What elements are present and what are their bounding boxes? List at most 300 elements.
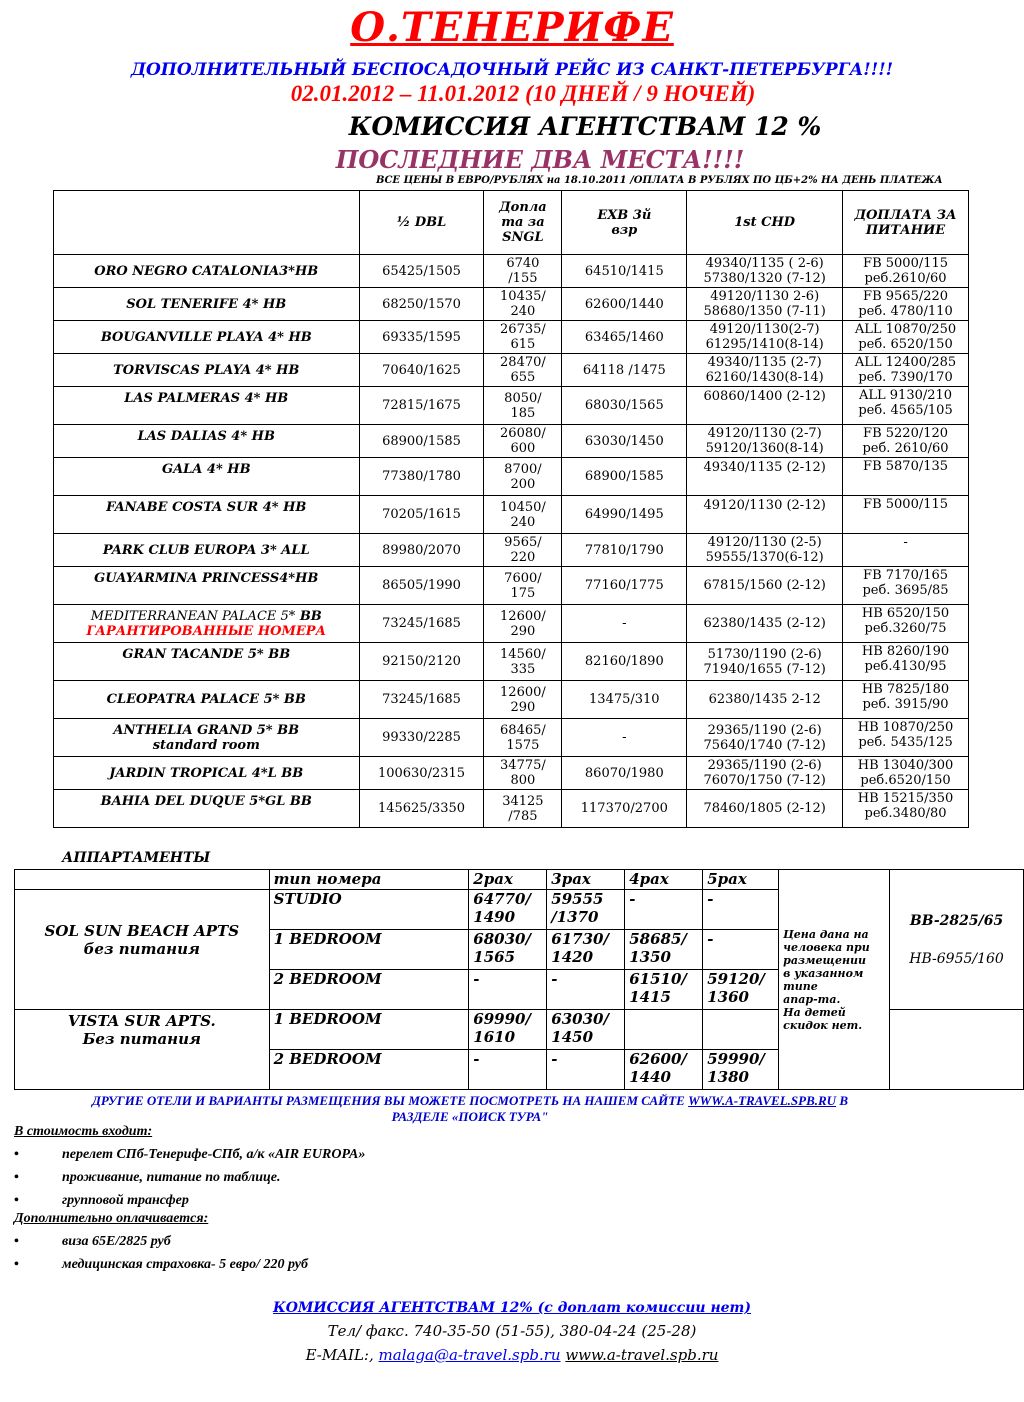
column-header-sngl: Допла та за SNGL: [484, 191, 562, 255]
apartment-price-p2: [469, 890, 547, 930]
footer-commission: [0, 1300, 1024, 1316]
child-price-cell: [687, 605, 843, 643]
apartment-hotel-board: Без питания: [82, 1030, 201, 1048]
meal-supplement-cell-line: ALL 12400/285: [854, 355, 957, 370]
dbl-price-cell: 100630/2315: [359, 757, 484, 790]
apartment-hotel-name: VISTA SUR APTS.: [67, 1012, 216, 1030]
dbl-price-cell: 89980/2070: [359, 534, 484, 567]
child-price-cell-line: 58680/1350 (7-11): [703, 304, 826, 319]
hotel-name-cell: [54, 496, 360, 534]
meal-supplement-cell: [843, 288, 969, 321]
hotel-name-cell: [54, 321, 360, 354]
apartment-price-line: 1360: [707, 988, 749, 1006]
sngl-supplement-cell-line: 185: [510, 405, 536, 421]
extra-heading: Дополнительно оплачивается:: [14, 1211, 209, 1226]
included-item: [14, 1147, 365, 1163]
apartments-column-header: 2pax: [469, 870, 547, 890]
child-price-cell-line: 49120/1130(2-7): [709, 322, 820, 337]
meal-supplement-cell: [843, 719, 969, 757]
meal-supplement-cell-line: реб. 3695/85: [862, 583, 949, 598]
more-hotels-line2: РАЗДЕЛЕ «ПОИСК ТУРА": [391, 1109, 549, 1124]
child-price-cell-line: 49340/1135 (2-7): [707, 355, 822, 370]
hotel-name: GALA 4* HB: [161, 462, 251, 477]
extra-item-text: виза 65Е/2825 руб: [62, 1234, 171, 1249]
meal-supplement-cell-line: реб.3480/80: [864, 806, 947, 821]
hotel-name: BAHIA DEL DUQUE 5*GL BB: [100, 794, 312, 809]
meal-supplement-cell-line: FB 9565/220: [863, 289, 949, 304]
sngl-supplement-cell-line: 34125: [502, 793, 544, 809]
child-price-cell: [687, 681, 843, 719]
child-price-cell: [687, 255, 843, 288]
sngl-supplement-cell: [484, 643, 562, 681]
agency-commission: КОМИССИЯ АГЕНТСТВАМ 12 %: [348, 112, 822, 141]
child-price-cell-line: 62380/1435 (2-12): [703, 616, 826, 631]
hotel-name-cell: [54, 387, 360, 425]
exb-price-cell: 64510/1415: [562, 255, 687, 288]
apartment-price-p3: [547, 1050, 625, 1090]
hotel-name: JARDIN TROPICAL 4*L BB: [109, 765, 304, 781]
hotel-name-cell: [54, 605, 360, 643]
apartment-price-line: -: [473, 970, 480, 988]
child-price-cell-line: 57380/1320 (7-12): [703, 271, 826, 286]
apartment-price-p4: [625, 1050, 703, 1090]
meal-supplement-cell-line: реб. 4565/105: [858, 403, 953, 418]
sngl-supplement-cell-line: 12600/: [500, 684, 546, 700]
meal-supplement-cell-line: реб.4130/95: [864, 659, 947, 674]
included-heading: В стоимость входит:: [14, 1124, 153, 1139]
meal-supplement-cell-line: реб. 3915/90: [862, 697, 949, 712]
dbl-price-cell: 72815/1675: [359, 387, 484, 425]
apartment-price-line: 1350: [629, 948, 671, 966]
child-price-cell: [687, 643, 843, 681]
apartment-hotel-cell: [15, 890, 270, 1010]
meal-supplement-cell-line: FB 5870/135: [863, 459, 949, 474]
table-row: [54, 387, 969, 425]
apartments-price-info-line: человека при: [783, 940, 870, 954]
child-price-cell-line: 67815/1560 (2-12): [703, 578, 826, 593]
apartments-meal-empty: [890, 1010, 1024, 1090]
meal-supplement-cell-line: FB 5000/115: [863, 497, 949, 512]
bullet-icon: •: [14, 1193, 19, 1208]
tour-dates: 02.01.2012 – 11.01.2012 (10 ДНЕЙ / 9 НОЧЕЙ): [290, 81, 756, 106]
hotel-name: LAS DALIAS 4* HB: [137, 429, 275, 444]
sngl-supplement-cell-line: 800: [510, 773, 536, 788]
exb-price-cell: 77810/1790: [562, 534, 687, 567]
sngl-supplement-cell: [484, 255, 562, 288]
sngl-supplement-cell: [484, 790, 562, 828]
hotel-name: ORO NEGRO CATALONIA3*HB: [94, 263, 319, 279]
sngl-supplement-cell: [484, 354, 562, 387]
apartment-price-line: 64770/: [473, 890, 531, 908]
meal-supplement-cell-line: HB 10870/250: [857, 720, 954, 735]
apartments-price-info: [779, 870, 890, 1090]
table-row: [54, 321, 969, 354]
apartment-price-p5: [703, 890, 779, 930]
hotel-board: BB: [299, 609, 322, 624]
apartments-column-header: [15, 870, 270, 890]
sngl-supplement-cell-line: 14560/: [500, 646, 546, 662]
apartment-price-line: 61730/: [551, 930, 609, 948]
apartments-header-row: [15, 870, 1024, 890]
sngl-supplement-cell-line: 26080/: [500, 426, 546, 441]
table-row: [54, 354, 969, 387]
sngl-supplement-cell-line: 34775/: [500, 758, 546, 773]
dbl-price-cell: 145625/3350: [359, 790, 484, 828]
meal-supplement-cell: [843, 425, 969, 458]
apartment-price-p2: [469, 970, 547, 1010]
hotel-name-cell: [54, 458, 360, 496]
hotel-name: MEDITERRANEAN PALACE 5*: [90, 609, 296, 624]
child-price-cell: [687, 288, 843, 321]
included-item: [14, 1193, 189, 1209]
sngl-supplement-cell: [484, 496, 562, 534]
table-header-row: [54, 191, 969, 255]
exb-price-cell: 77160/1775: [562, 567, 687, 605]
meal-supplement-cell-line: реб. 2610/60: [862, 441, 949, 456]
apartment-price-line: 61510/: [629, 970, 687, 988]
bullet-icon: •: [14, 1147, 19, 1162]
child-price-cell-line: 49120/1130 2-6): [710, 289, 820, 304]
child-price-cell-line: 49120/1130 (2-5): [707, 535, 822, 550]
sngl-supplement-cell-line: 655: [510, 370, 536, 385]
child-price-cell-line: 51730/1190 (2-6): [707, 646, 822, 662]
table-row: [54, 288, 969, 321]
sngl-supplement-cell: [484, 387, 562, 425]
meal-supplement-cell-line: HB 8260/190: [861, 644, 950, 659]
sngl-supplement-cell-line: 240: [510, 304, 536, 319]
sngl-supplement-cell: [484, 425, 562, 458]
apartment-price-line: -: [473, 1050, 480, 1068]
meal-supplement-cell-line: реб. 6520/150: [858, 337, 953, 352]
hotel-name-cell: [54, 288, 360, 321]
dbl-price-cell: 68900/1585: [359, 425, 484, 458]
child-price-cell-line: 49120/1130 (2-12): [703, 498, 826, 513]
dbl-price-cell: 65425/1505: [359, 255, 484, 288]
hotel-name: GRAN TACANDE 5* BB: [122, 647, 291, 662]
child-price-cell-line: 59555/1370(6-12): [705, 550, 824, 565]
exb-price-cell: -: [562, 605, 687, 643]
extra-item: [14, 1257, 308, 1273]
hotel-name: FANABE COSTA SUR 4* HB: [106, 500, 307, 515]
footer-website-link[interactable]: www.a-travel.spb.ru: [565, 1346, 719, 1364]
dbl-price-cell: 68250/1570: [359, 288, 484, 321]
child-price-cell-line: 59120/1360(8-14): [705, 441, 824, 456]
meal-supplement-cell: [843, 605, 969, 643]
dbl-price-cell: 69335/1595: [359, 321, 484, 354]
dbl-price-cell: 86505/1990: [359, 567, 484, 605]
sngl-supplement-cell: [484, 321, 562, 354]
exb-price-cell: 13475/310: [562, 681, 687, 719]
room-type: 2 BEDROOM: [269, 970, 469, 1010]
column-header-meal: ДОПЛАТА ЗА ПИТАНИЕ: [843, 191, 969, 255]
sngl-supplement-cell-line: 175: [510, 585, 536, 601]
meal-supplement-cell: [843, 387, 969, 425]
exb-price-cell: 64118 /1475: [562, 354, 687, 387]
child-price-cell: [687, 790, 843, 828]
child-price-cell-line: 49120/1130 (2-7): [707, 426, 822, 441]
sngl-supplement-cell-line: 12600/: [500, 608, 546, 624]
apartment-price-line: 58685/: [629, 930, 687, 948]
sngl-supplement-cell-line: 8050/: [504, 390, 542, 406]
child-price-cell: [687, 719, 843, 757]
apartments-price-table: [14, 869, 1024, 1090]
apartment-price-line: 59555: [551, 890, 604, 908]
dbl-price-cell: 92150/2120: [359, 643, 484, 681]
hotel-name: LAS PALMERAS 4* HB: [124, 391, 289, 406]
exb-price-cell: 82160/1890: [562, 643, 687, 681]
column-header-dbl: ½ DBL: [359, 191, 484, 255]
sngl-supplement-cell-line: 1575: [506, 737, 540, 753]
apartment-price-line: 1565: [473, 948, 516, 966]
child-price-cell-line: 60860/1400 (2-12): [703, 389, 826, 404]
apartment-price-line: -: [707, 890, 714, 908]
meal-supplement-cell: [843, 534, 969, 567]
guaranteed-rooms-note: ГАРАНТИРОВАННЫЕ НОМЕРА: [86, 624, 327, 639]
hotel-name-cell: [54, 757, 360, 790]
child-price-cell: [687, 458, 843, 496]
apartment-price-line: 59120/: [707, 970, 765, 988]
included-item: [14, 1170, 281, 1186]
child-price-cell-line: 78460/1805 (2-12): [703, 801, 826, 816]
bullet-icon: •: [14, 1234, 19, 1249]
dbl-price-cell: 70205/1615: [359, 496, 484, 534]
sngl-supplement-cell-line: 8700/: [504, 461, 542, 477]
meal-bb-price: BB-2825/65: [909, 912, 1004, 929]
apartment-price-p4: [625, 930, 703, 970]
column-header-chd: 1st CHD: [687, 191, 843, 255]
child-price-cell-line: 61295/1410(8-14): [705, 337, 824, 352]
meal-supplement-cell: [843, 321, 969, 354]
apartment-price-p5: [703, 930, 779, 970]
hotels-price-table: [53, 190, 969, 828]
meal-supplement-cell: [843, 458, 969, 496]
apartment-hotel-name: SOL SUN BEACH APTS: [44, 921, 240, 940]
apartment-price-p2: [469, 1010, 547, 1050]
meal-supplement-cell-line: FB 5220/120: [863, 426, 949, 441]
apartment-price-p3: [547, 1010, 625, 1050]
child-price-cell: [687, 321, 843, 354]
hotel-name-cell: [54, 354, 360, 387]
apartment-price-line: -: [707, 930, 714, 948]
apartments-column-header: тип номера: [269, 870, 469, 890]
meal-supplement-cell-line: HB 15215/350: [857, 791, 954, 806]
meal-supplement-cell: [843, 255, 969, 288]
more-hotels-text-after: В: [836, 1093, 848, 1108]
apartment-price-line: 1610: [473, 1028, 516, 1046]
meal-supplement-cell-line: ALL 9130/210: [859, 388, 953, 403]
room-type: 1 BEDROOM: [269, 930, 469, 970]
sngl-supplement-cell: [484, 458, 562, 496]
hotel-name: SOL TENERIFE 4* HB: [126, 296, 287, 312]
apartment-price-p4: [625, 890, 703, 930]
meal-supplement-cell-line: -: [903, 535, 908, 550]
table-row: [54, 757, 969, 790]
apartment-price-p5: [703, 970, 779, 1010]
child-price-cell-line: 29365/1190 (2-6): [707, 758, 822, 773]
apartment-price-p5: [703, 1010, 779, 1050]
apartment-price-line: 1450: [551, 1028, 594, 1046]
sngl-supplement-cell-line: 240: [510, 514, 536, 530]
dbl-price-cell: 73245/1685: [359, 605, 484, 643]
hotel-name-cell: [54, 425, 360, 458]
meal-supplement-cell-line: FB 7170/165: [863, 568, 949, 583]
bullet-icon: •: [14, 1170, 19, 1185]
sngl-supplement-cell: [484, 719, 562, 757]
meal-hb-price: HB-6955/160: [909, 950, 1004, 967]
hotel-name-cell: [54, 719, 360, 757]
table-row: [54, 255, 969, 288]
room-type: 1 BEDROOM: [269, 1010, 469, 1050]
hotel-name-cell: [54, 534, 360, 567]
sngl-supplement-cell-line: 26735/: [500, 322, 546, 337]
hotel-room-type: standard room: [152, 738, 260, 753]
apartments-price-info-line: Цена дана на: [783, 927, 869, 941]
hotel-name: TORVISCAS PLAYA 4* HB: [113, 362, 300, 378]
exb-price-cell: 63030/1450: [562, 425, 687, 458]
child-price-cell-line: 49340/1135 (2-12): [703, 460, 826, 475]
hotel-name: PARK CLUB EUROPA 3* ALL: [102, 542, 310, 558]
meal-supplement-cell: [843, 354, 969, 387]
apartment-price-line: 69990/: [473, 1010, 531, 1028]
apartment-price-line: -: [629, 890, 636, 908]
sngl-supplement-cell-line: 220: [510, 550, 536, 565]
meal-supplement-cell: [843, 643, 969, 681]
meal-supplement-cell-line: ALL 10870/250: [854, 322, 957, 337]
apartment-price-line: 62600/: [629, 1050, 687, 1068]
child-price-cell-line: 62380/1435 2-12: [708, 692, 821, 707]
more-hotels-text: ДРУГИЕ ОТЕЛИ И ВАРИАНТЫ РАЗМЕЩЕНИЯ ВЫ МОЖЕТЕ ПОСМОТРЕТЬ НА НАШЕМ САЙТЕ: [91, 1093, 689, 1108]
child-price-cell: [687, 387, 843, 425]
email-link[interactable]: malaga@a-travel.spb.ru: [378, 1346, 561, 1364]
apartment-price-line: -: [551, 1050, 558, 1068]
sngl-supplement-cell-line: 68465/: [500, 722, 546, 738]
sngl-supplement-cell: [484, 605, 562, 643]
column-header-exb: EXB 3й взр: [562, 191, 687, 255]
table-row: [54, 425, 969, 458]
apartment-price-line: 68030/: [473, 930, 531, 948]
bullet-icon: •: [14, 1257, 19, 1272]
dbl-price-cell: 77380/1780: [359, 458, 484, 496]
meal-supplement-cell-line: реб. 5435/125: [858, 735, 953, 750]
hotel-name: CLEOPATRA PALACE 5* BB: [106, 692, 306, 707]
page-title: О.ТЕНЕРИФЕ: [350, 4, 674, 51]
commission-link[interactable]: КОМИССИЯ АГЕНТСТВАМ 12% (с доплат комиссии нет): [272, 1300, 751, 1316]
table-row: [54, 605, 969, 643]
sngl-supplement-cell-line: 290: [510, 623, 536, 639]
sngl-supplement-cell-line: /785: [508, 808, 538, 824]
exb-price-cell: -: [562, 719, 687, 757]
apartment-price-line: 1380: [707, 1068, 749, 1086]
apartment-price-p3: [547, 930, 625, 970]
child-price-cell-line: 29365/1190 (2-6): [707, 722, 822, 738]
meal-supplement-cell: [843, 681, 969, 719]
apartments-price-info-line: размещении: [783, 953, 866, 967]
apartment-price-p4: [625, 970, 703, 1010]
included-item-text: перелет СПб-Тенерифе-СПб, а/к «AIR EUROPA»: [62, 1147, 366, 1162]
child-price-cell: [687, 757, 843, 790]
footer-contacts: [0, 1346, 1024, 1364]
sngl-supplement-cell: [484, 534, 562, 567]
table-row: [54, 643, 969, 681]
sngl-supplement-cell-line: 6740: [506, 256, 540, 271]
page-title-block: [0, 4, 1024, 51]
exb-price-cell: 86070/1980: [562, 757, 687, 790]
apartments-column-header: 5pax: [703, 870, 779, 890]
meal-supplement-cell-line: HB 13040/300: [857, 758, 954, 773]
meal-supplement-cell-line: реб. 4780/110: [858, 304, 953, 319]
sngl-supplement-cell-line: 200: [510, 476, 536, 492]
sngl-supplement-cell-line: 10450/: [500, 499, 546, 515]
footer-phones: Тел/ факс. 740-35-50 (51-55), 380-04-24 (25-28): [327, 1322, 697, 1340]
apartments-price-info-line: в указанном: [783, 966, 864, 980]
sngl-supplement-cell: [484, 288, 562, 321]
child-price-cell: [687, 354, 843, 387]
apartment-price-p3: [547, 890, 625, 930]
meal-supplement-cell-line: реб. 7390/170: [858, 370, 953, 385]
apartment-price-p2: [469, 1050, 547, 1090]
hotel-name: ANTHELIA GRAND 5* BB: [113, 723, 300, 738]
apartment-hotel-board: без питания: [83, 939, 200, 958]
sngl-supplement-cell: [484, 567, 562, 605]
child-price-cell: [687, 496, 843, 534]
apartments-column-header: 4pax: [625, 870, 703, 890]
dbl-price-cell: 99330/2285: [359, 719, 484, 757]
room-type: 2 BEDROOM: [269, 1050, 469, 1090]
child-price-cell-line: 62160/1430(8-14): [705, 370, 824, 385]
extra-item-text: медицинская страховка- 5 евро/ 220 руб: [62, 1257, 308, 1272]
sngl-supplement-cell-line: 10435/: [500, 289, 546, 304]
apartment-price-p2: [469, 930, 547, 970]
apartment-price-p4: [625, 1010, 703, 1050]
child-price-cell: [687, 567, 843, 605]
extra-item: [14, 1234, 171, 1250]
apartments-meal-supplement: [890, 870, 1024, 1010]
meal-supplement-cell: [843, 790, 969, 828]
sngl-supplement-cell-line: 615: [510, 337, 536, 352]
apartment-price-line: 1440: [629, 1068, 671, 1086]
email-label: E-MAIL:,: [305, 1346, 379, 1364]
sngl-supplement-cell: [484, 681, 562, 719]
child-price-cell: [687, 534, 843, 567]
apartments-column-header: 3pax: [547, 870, 625, 890]
flight-subtitle: ДОПОЛНИТЕЛЬНЫЙ БЕСПОСАДОЧНЫЙ РЕЙС ИЗ САНКТ-ПЕТЕРБУРГА!!!!: [130, 60, 894, 80]
apartment-price-line: /1370: [551, 908, 599, 926]
dbl-price-cell: 73245/1685: [359, 681, 484, 719]
hotel-name: GUAYARMINA PRINCESS4*HB: [94, 571, 319, 586]
apartment-price-line: -: [551, 970, 558, 988]
meal-supplement-cell: [843, 757, 969, 790]
website-link[interactable]: WWW.A-TRAVEL.SPB.RU: [688, 1093, 837, 1108]
hotel-name-cell: [54, 567, 360, 605]
column-header-hotel: [54, 191, 360, 255]
apartments-title: АППАРТАМЕНТЫ: [62, 850, 211, 866]
meal-supplement-cell: [843, 567, 969, 605]
sngl-supplement-cell: [484, 757, 562, 790]
table-row: [54, 719, 969, 757]
meal-supplement-cell-line: реб.3260/75: [864, 621, 947, 636]
child-price-cell-line: 75640/1740 (7-12): [703, 737, 826, 753]
child-price-cell-line: 71940/1655 (7-12): [703, 661, 826, 677]
child-price-cell-line: 49340/1135 ( 2-6): [705, 256, 824, 271]
apartment-price-line: 59990/: [707, 1050, 765, 1068]
apartment-hotel-cell: [15, 1010, 270, 1090]
child-price-cell-line: 76070/1750 (7-12): [703, 773, 826, 788]
apartments-price-info-line: типе: [783, 979, 818, 993]
table-row: [54, 567, 969, 605]
hotel-name-cell: [54, 681, 360, 719]
meal-supplement-cell-line: HB 6520/150: [861, 606, 950, 621]
exb-price-cell: 68900/1585: [562, 458, 687, 496]
